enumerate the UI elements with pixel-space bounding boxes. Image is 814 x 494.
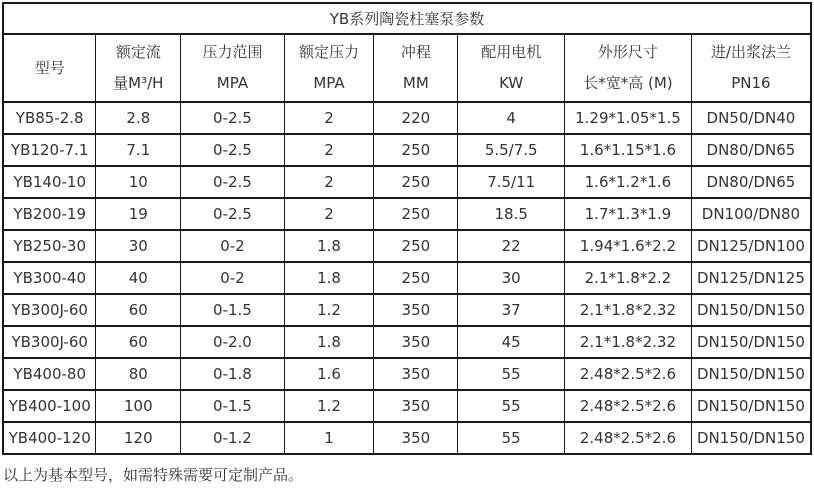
table-cell: 250	[374, 198, 458, 230]
table-cell: DN150/DN150	[691, 326, 811, 358]
spec-table	[2, 2, 812, 455]
table-cell: 1.7*1.3*1.9	[565, 198, 692, 230]
table-cell: 0-1.2	[181, 422, 284, 454]
table-cell: 2.48*2.5*2.6	[565, 358, 692, 390]
table-cell: 1.6*1.15*1.6	[565, 134, 692, 166]
table-cell: 22	[458, 230, 565, 262]
table-row	[3, 358, 811, 390]
table-cell: 250	[374, 230, 458, 262]
table-cell: YB400-80	[3, 358, 96, 390]
table-cell: YB140-10	[3, 166, 96, 198]
table-cell: 40	[96, 262, 181, 294]
table-cell: 2.1*1.8*2.32	[565, 326, 692, 358]
table-cell: 2	[284, 198, 374, 230]
table-cell: DN80/DN65	[691, 134, 811, 166]
header-row	[3, 34, 811, 102]
table-body	[3, 102, 811, 454]
table-cell: 60	[96, 294, 181, 326]
table-cell: 55	[458, 358, 565, 390]
table-cell: 7.5/11	[458, 166, 565, 198]
table-cell: 0-1.8	[181, 358, 284, 390]
table-cell: 0-2.5	[181, 102, 284, 134]
table-cell: DN150/DN150	[691, 390, 811, 422]
table-cell: 2	[284, 102, 374, 134]
title-row	[3, 3, 811, 34]
table-cell: DN150/DN150	[691, 358, 811, 390]
table-title: YB系列陶瓷柱塞泵参数	[3, 3, 811, 34]
column-header: 额定压力 MPA	[284, 34, 374, 102]
table-cell: 2	[284, 166, 374, 198]
table-cell: 350	[374, 326, 458, 358]
table-cell: DN125/DN100	[691, 230, 811, 262]
table-cell: 30	[458, 262, 565, 294]
table-cell: 350	[374, 390, 458, 422]
table-row	[3, 102, 811, 134]
table-cell: 250	[374, 262, 458, 294]
table-cell: YB85-2.8	[3, 102, 96, 134]
table-cell: 100	[96, 390, 181, 422]
table-cell: YB400-100	[3, 390, 96, 422]
column-header: 配用电机 KW	[458, 34, 565, 102]
table-cell: YB300J-60	[3, 326, 96, 358]
table-cell: 0-2	[181, 262, 284, 294]
table-cell: 45	[458, 326, 565, 358]
table-cell: YB200-19	[3, 198, 96, 230]
table-cell: 350	[374, 422, 458, 454]
table-cell: YB250-30	[3, 230, 96, 262]
table-cell: 1.2	[284, 390, 374, 422]
table-row	[3, 230, 811, 262]
table-cell: 18.5	[458, 198, 565, 230]
table-cell: 0-2.0	[181, 326, 284, 358]
table-cell: 0-2	[181, 230, 284, 262]
table-cell: 1.8	[284, 262, 374, 294]
table-cell: DN50/DN40	[691, 102, 811, 134]
table-cell: 4	[458, 102, 565, 134]
table-cell: 2.1*1.8*2.32	[565, 294, 692, 326]
table-cell: 1	[284, 422, 374, 454]
table-cell: 7.1	[96, 134, 181, 166]
table-cell: 1.2	[284, 294, 374, 326]
table-row	[3, 262, 811, 294]
table-cell: 60	[96, 326, 181, 358]
table-cell: 10	[96, 166, 181, 198]
table-cell: 250	[374, 134, 458, 166]
column-header: 额定流 量M³/H	[96, 34, 181, 102]
table-cell: 19	[96, 198, 181, 230]
column-header: 进/出浆法兰 PN16	[691, 34, 811, 102]
table-cell: 2.48*2.5*2.6	[565, 390, 692, 422]
table-cell: 1.8	[284, 326, 374, 358]
table-row	[3, 134, 811, 166]
table-cell: 0-2.5	[181, 166, 284, 198]
table-cell: 0-1.5	[181, 390, 284, 422]
table-cell: YB400-120	[3, 422, 96, 454]
table-cell: 0-2.5	[181, 198, 284, 230]
table-cell: 30	[96, 230, 181, 262]
table-cell: 350	[374, 294, 458, 326]
table-cell: DN150/DN150	[691, 294, 811, 326]
table-row	[3, 422, 811, 454]
footer-note: 以上为基本型号，如需特殊需要可定制产品。	[3, 466, 304, 484]
table-cell: 2.8	[96, 102, 181, 134]
column-header: 型号	[3, 34, 96, 102]
table-cell: 2	[284, 134, 374, 166]
table-cell: 1.6*1.2*1.6	[565, 166, 692, 198]
table-cell: 220	[374, 102, 458, 134]
table-cell: 2.48*2.5*2.6	[565, 422, 692, 454]
table-cell: 1.29*1.05*1.5	[565, 102, 692, 134]
table-cell: 250	[374, 166, 458, 198]
table-cell: DN80/DN65	[691, 166, 811, 198]
table-cell: DN125/DN125	[691, 262, 811, 294]
table-cell: 350	[374, 358, 458, 390]
table-cell: 0-1.5	[181, 294, 284, 326]
table-cell: DN150/DN150	[691, 422, 811, 454]
column-header: 压力范围 MPA	[181, 34, 284, 102]
table-cell: 0-2.5	[181, 134, 284, 166]
table-cell: 55	[458, 390, 565, 422]
table-cell: YB300J-60	[3, 294, 96, 326]
table-cell: 2.1*1.8*2.2	[565, 262, 692, 294]
table-cell: 80	[96, 358, 181, 390]
table-row	[3, 166, 811, 198]
table-cell: YB300-40	[3, 262, 96, 294]
table-cell: YB120-7.1	[3, 134, 96, 166]
table-cell: 55	[458, 422, 565, 454]
column-header: 冲程 MM	[374, 34, 458, 102]
table-cell: 1.6	[284, 358, 374, 390]
table-cell: 120	[96, 422, 181, 454]
table-cell: DN100/DN80	[691, 198, 811, 230]
table-row	[3, 294, 811, 326]
table-head	[3, 3, 811, 102]
table-row	[3, 198, 811, 230]
table-row	[3, 390, 811, 422]
table-cell: 5.5/7.5	[458, 134, 565, 166]
table-cell: 1.8	[284, 230, 374, 262]
table-cell: 1.94*1.6*2.2	[565, 230, 692, 262]
table-cell: 37	[458, 294, 565, 326]
column-header: 外形尺寸 长*宽*高 (M)	[565, 34, 692, 102]
table-row	[3, 326, 811, 358]
